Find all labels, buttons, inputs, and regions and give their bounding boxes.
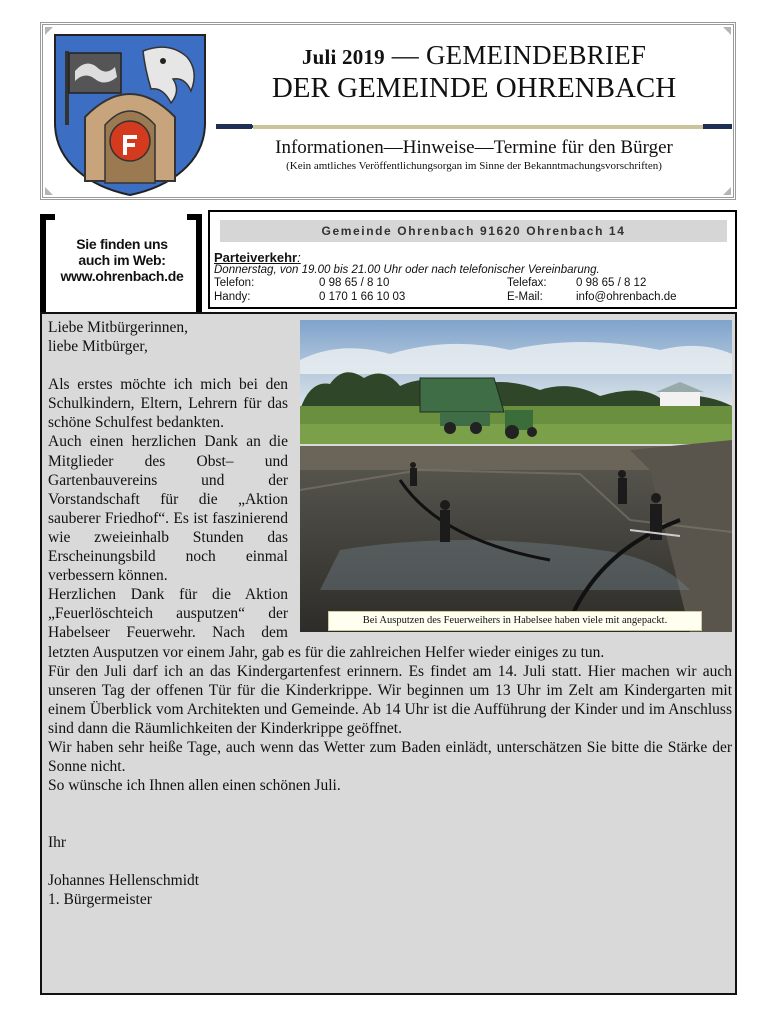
- web-callout-text: [52, 236, 192, 284]
- subtitle: Informationen—Hinweise—Termine für den Bürger: [275, 137, 673, 158]
- web-line-2: auch im Web:: [78, 252, 166, 268]
- disclaimer-note: (Kein amtliches Veröffentlichungsorgan im Sinne der Bekanntmachungsvorschriften): [286, 160, 662, 172]
- divider-rule-accent: [253, 125, 703, 129]
- phone-value: 0 98 65 / 8 10: [319, 277, 390, 289]
- office-hours-label: Parteiverkehr: [214, 250, 298, 265]
- newsletter-title: [219, 39, 729, 73]
- photo-caption: Bei Ausputzen des Feuerweihers in Habelsee haben viele mit angepackt.: [328, 611, 702, 631]
- corner-ornament: [723, 187, 731, 195]
- paragraph-schoolfest: Als erstes möchte ich mich bei den Schulkindern, Eltern, Lehrern für das schöne Schulfest bedankten.: [48, 376, 288, 432]
- paragraph-weather: Wir haben sehr heiße Tage, auch wenn das Wetter zum Baden einlädt, unterschätzen Sie bitte die Stärke der Sonne nicht.: [48, 738, 732, 776]
- paragraph-wishes: So wünsche ich Ihnen allen einen schönen Juli.: [48, 777, 341, 795]
- office-hours-heading: [214, 250, 301, 265]
- signer-name: Johannes Hellenschmidt: [48, 872, 200, 890]
- mobile-label: Handy:: [214, 291, 251, 303]
- office-hours-text: Donnerstag, von 19.00 bis 21.00 Uhr oder nach telefonischer Vereinbarung.: [214, 264, 600, 276]
- phone-label: Telefon:: [214, 277, 255, 289]
- blank-line: [48, 795, 732, 833]
- coat-of-arms-icon: [51, 31, 209, 197]
- mayor-letter: [40, 312, 737, 995]
- divider-rule-end: [703, 124, 732, 129]
- blank-line: [48, 852, 732, 871]
- signer-role: 1. Bürgermeister: [48, 891, 152, 909]
- corner-ornament: [723, 27, 731, 35]
- address-bar: Gemeinde Ohrenbach 91620 Ohrenbach 14: [220, 220, 727, 242]
- greeting-line-2: liebe Mitbürger,: [48, 338, 148, 356]
- paragraph-kindergarten: Für den Juli darf ich an das Kindergartenfest erinnern. Es findet am 14. Juli statt. Hier machen wir auch unseren Tag der offenen Tür für die Kinderkrippe. Wir beginnen um 13 Uhr im Zelt am Kindergarten mit einem Überblick vom Architekten und Gemeinde. Ab 14 Uhr ist die Aufführung der Kinder und im Anschluss sind dann die Räumlichkeiten der Kinderkrippe geöffnet.: [48, 662, 732, 737]
- website-link[interactable]: www.ohrenbach.de: [60, 268, 184, 284]
- issue-month: Juli 2019: [301, 45, 385, 69]
- divider-rule-end: [216, 124, 252, 129]
- web-line-1: Sie finden uns: [76, 236, 168, 252]
- closing: Ihr: [48, 834, 67, 852]
- municipality-title: DER GEMEINDE OHRENBACH: [271, 72, 677, 104]
- web-callout: [40, 208, 202, 311]
- masthead: [40, 22, 736, 200]
- email-label: E-Mail:: [507, 291, 543, 303]
- greeting-line-1: Liebe Mitbürgerinnen,: [48, 319, 189, 336]
- fax-label: Telefax:: [507, 277, 547, 289]
- mobile-value: 0 170 1 66 10 03: [319, 291, 406, 303]
- title-main: GEMEINDEBRIEF: [425, 40, 647, 70]
- label-colon: :: [297, 250, 301, 265]
- fax-value: 0 98 65 / 8 12: [576, 277, 647, 289]
- paragraph-firepond: Herzlichen Dank für die Aktion „Feuerlöschteich ausputzen“ der Habelseer Feuerwehr. Nach dem letzten Ausputzen vor einem Jahr, gab es für die zahlreichen Helfer wieder einiges zu tun.: [48, 586, 605, 661]
- contact-box: [208, 210, 737, 309]
- paragraph-cemetery: Auch einen herzlichen Dank an die Mitglieder des Obst– und Gartenbauvereins und der Vorstandschaft für die „Aktion sauberer Friedhof“. Es ist faszinierend wie zweieinhalb Stunden das Erscheinungsbild noch einmal verbessern können.: [48, 433, 288, 585]
- email-link[interactable]: info@ohrenbach.de: [576, 291, 677, 303]
- firepond-photo: [300, 320, 732, 632]
- title-dash: —: [391, 40, 419, 70]
